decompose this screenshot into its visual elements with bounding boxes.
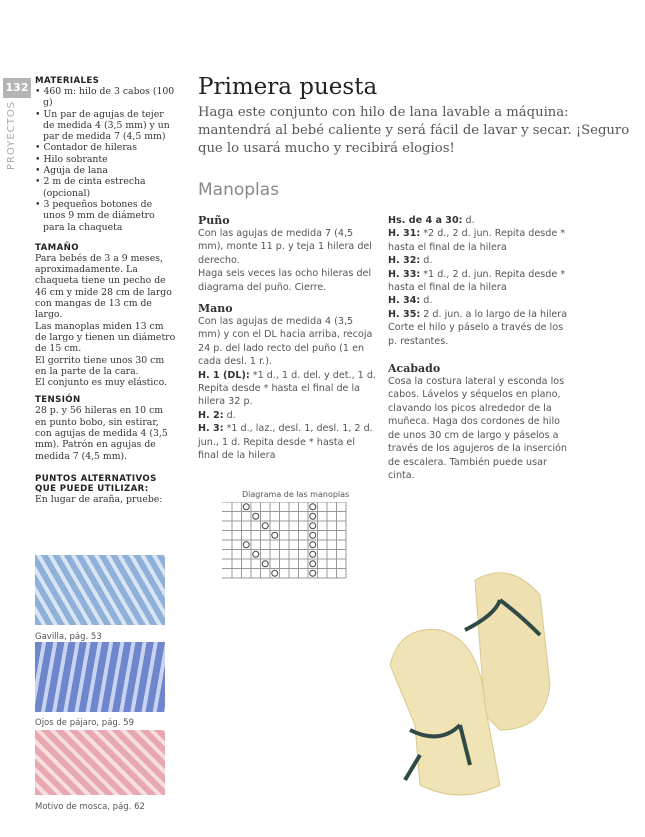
- swatch-caption: Gavilla, pág. 53: [35, 632, 102, 642]
- swatch-caption: Motivo de mosca, pág. 62: [35, 802, 145, 812]
- materials-list: [35, 86, 177, 233]
- tension-text: 28 p. y 56 hileras en 10 cm en punto bobo, sin estirar, con agujas de medida 4 (3,5 mm). Patrón en agujas de medida 7 (4,5 mm).: [35, 405, 168, 462]
- cut-text: Corte el hilo y páselo a través de los p. restantes.: [388, 322, 564, 347]
- alt-intro: En lugar de araña, pruebe:: [35, 493, 163, 505]
- swatch-motivo-de-mosca: [35, 730, 165, 795]
- size-heading: TAMAÑO: [35, 242, 79, 253]
- yarn-over-symbol: [310, 542, 316, 548]
- section-title: Manoplas: [198, 180, 280, 200]
- size-text: Para bebés de 3 a 9 meses, aproximadamente. La chaqueta tiene un pecho de 46 cm y mide 28 cm de largo con mangas de 13 cm de largo.: [35, 252, 172, 321]
- row-instruction: H. 32: d.: [388, 255, 433, 267]
- list-item: • Un par de agujas de tejer de medida 4 (3,5 mm) y un par de medida 7 (4,5 mm): [35, 109, 177, 143]
- yarn-over-symbol: [310, 551, 316, 557]
- yarn-over-symbol: [253, 551, 259, 557]
- materials-heading: MATERIALES: [35, 76, 100, 86]
- column-1: [198, 214, 378, 463]
- yarn-over-symbol: [262, 561, 268, 567]
- yarn-over-symbol: [310, 561, 316, 567]
- diagram-title: Diagrama de las manoplas: [242, 490, 350, 499]
- mano-heading: Mano: [198, 302, 233, 316]
- yarn-over-symbol: [310, 513, 316, 519]
- row-instruction: H. 2: d.: [198, 409, 236, 421]
- mano-intro: Con las agujas de medida 4 (3,5 mm) y con el DL hacia arriba, recoja 24 p. del lado recto del puño (1 en cada desl. 1 r.).: [198, 316, 373, 368]
- sidebar: [35, 76, 177, 505]
- page-title: Primera puesta: [198, 74, 378, 100]
- yarn-over-symbol: [310, 523, 316, 529]
- yarn-over-symbol: [243, 504, 249, 510]
- row-instruction: H. 3: *1 d., laz., desl. 1, desl. 1, 2 d. jun., 1 d. Repita desde * hasta el final de la hilera: [198, 423, 373, 462]
- mittens-photo: [380, 555, 580, 805]
- row-instruction: H. 1 (DL): *1 d., 1 d. del. y det., 1 d. Repita desde * hasta el final de la hilera 32 p.: [198, 369, 376, 408]
- list-item: • 460 m: hilo de 3 cabos (100 g): [35, 86, 177, 109]
- list-item: • 3 pequeños botones de unos 9 mm de diámetro para la chaqueta: [35, 199, 177, 233]
- yarn-over-symbol: [310, 570, 316, 576]
- yarn-over-symbol: [272, 532, 278, 538]
- yarn-over-symbol: [310, 504, 316, 510]
- list-item: • Aguja de lana: [35, 165, 177, 176]
- yarn-over-symbol: [243, 542, 249, 548]
- list-item: • Hilo sobrante: [35, 154, 177, 165]
- knitting-chart: [222, 502, 358, 580]
- size-text: El conjunto es muy elástico.: [35, 377, 167, 389]
- row-instruction: H. 31: *2 d., 2 d. jun. Repita desde * hasta el final de la hilera: [388, 228, 566, 253]
- swatch-gavilla: [35, 555, 165, 625]
- yarn-over-symbol: [310, 532, 316, 538]
- swatch-ojos-de-pajaro: [35, 642, 165, 712]
- size-text: Las manoplas miden 13 cm de largo y tienen un diámetro de 15 cm.: [35, 320, 176, 355]
- row-instruction: H. 35: 2 d. jun. a lo largo de la hilera: [388, 308, 568, 320]
- intro-text: Haga este conjunto con hilo de lana lavable a máquina: mantendrá al bebé caliente y será fácil de lavar y secar. ¡Seguro que lo usará mucho y recibirá elogios!: [198, 105, 630, 156]
- finish-heading: Acabado: [388, 362, 441, 376]
- puno-heading: Puño: [198, 214, 230, 227]
- alt-heading: PUNTOS ALTERNATIVOS QUE PUEDE UTILIZAR:: [35, 473, 157, 494]
- list-item: • Contador de hileras: [35, 142, 177, 153]
- yarn-over-symbol: [272, 570, 278, 576]
- page-number: 132: [3, 78, 31, 98]
- yarn-over-symbol: [262, 523, 268, 529]
- puno-text: Con las agujas de medida 7 (4,5 mm), monte 11 p. y teja 1 hilera del derecho.: [198, 228, 372, 266]
- row-instruction: H. 34: d.: [388, 295, 433, 307]
- yarn-over-symbol: [253, 513, 259, 519]
- size-text: El gorrito tiene unos 30 cm en la parte de la cara.: [35, 354, 165, 377]
- swatch-caption: Ojos de pájaro, pág. 59: [35, 718, 135, 728]
- finish-text: Cosa la costura lateral y esconda los cabos. Lávelos y séquelos en plano, clavando los picos alrededor de la muñeca. Haga dos cordones de hilo de unos 30 cm de largo y páselos a través de los agujeros de la inserción de escalera. También puede usar cinta.: [388, 376, 568, 481]
- list-item: • 2 m de cinta estrecha (opcional): [35, 176, 177, 199]
- tension-heading: TENSIÓN: [35, 395, 81, 406]
- row-instruction: H. 33: *1 d., 2 d. jun. Repita desde * hasta el final de la hilera: [388, 268, 566, 294]
- row-instruction: Hs. de 4 a 30: d.: [388, 215, 475, 226]
- puno-text: Haga seis veces las ocho hileras del diagrama del puño. Cierre.: [198, 268, 372, 293]
- section-label: PROYECTOS: [6, 100, 17, 170]
- column-2: [388, 214, 568, 482]
